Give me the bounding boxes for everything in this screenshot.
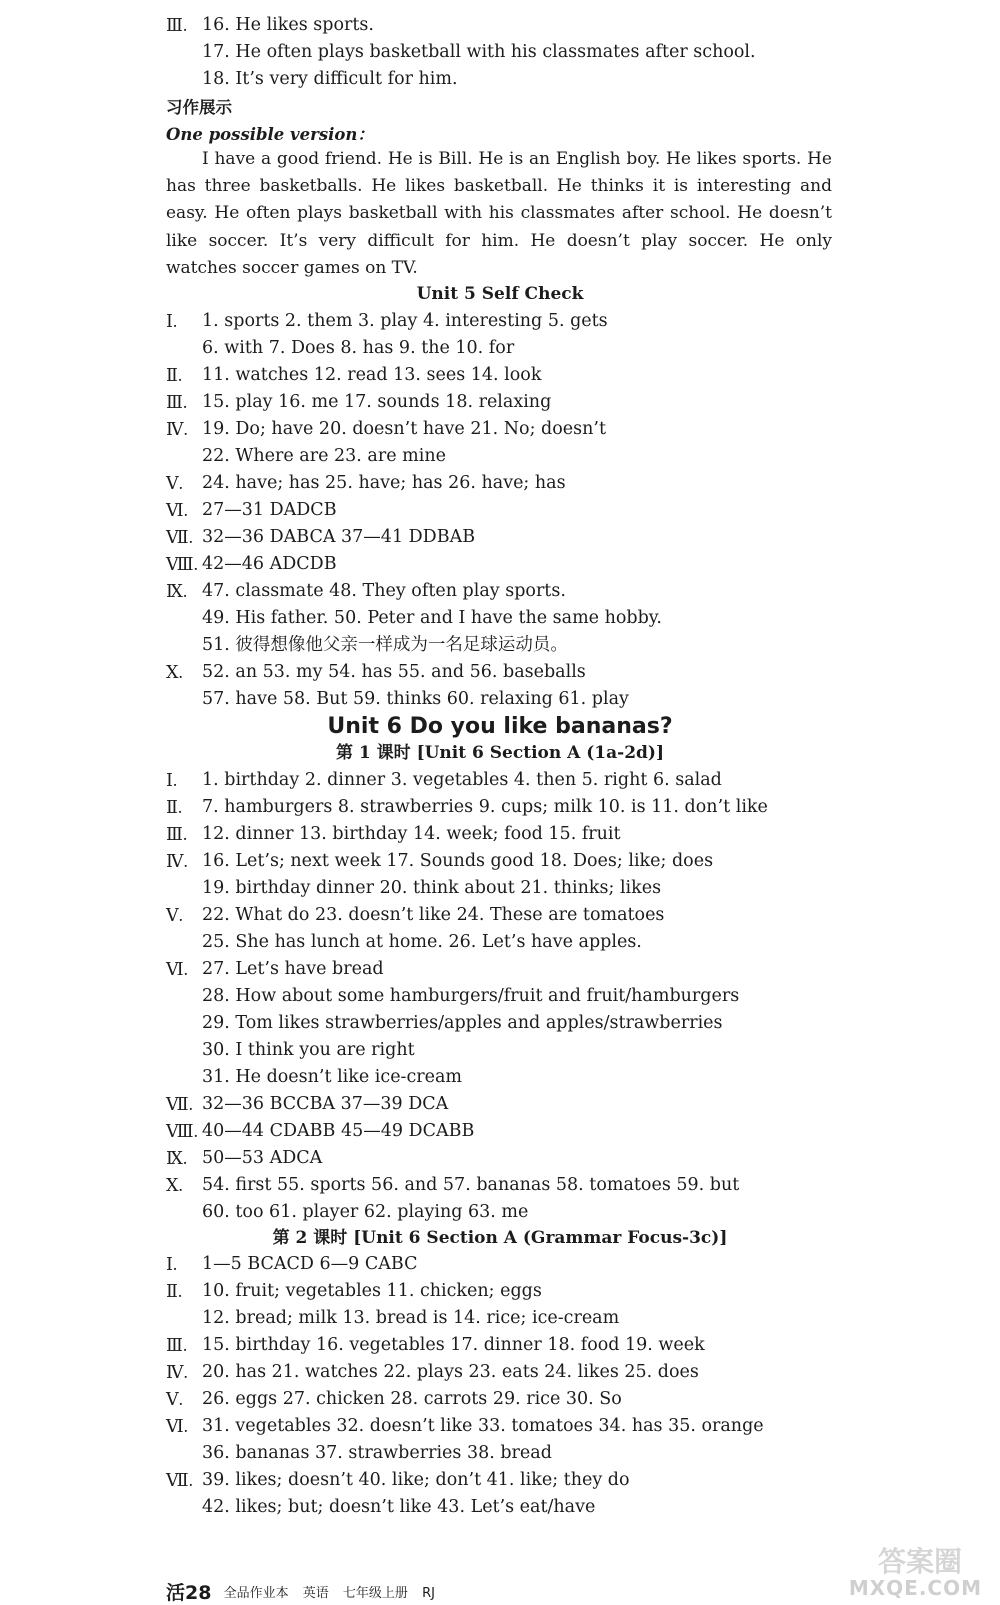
watermark-site: MXQE.COM bbox=[848, 1576, 982, 1600]
answer-line bbox=[0, 1037, 1000, 1064]
answer-line bbox=[0, 578, 1000, 605]
answer-text: 15. play 16. me 17. sounds 18. relaxing bbox=[202, 392, 552, 412]
answer-line bbox=[0, 389, 1000, 416]
answer-text: 28. How about some hamburgers/fruit and fruit/hamburgers bbox=[202, 986, 740, 1006]
answer-line bbox=[0, 1413, 1000, 1440]
answer-text: 19. birthday dinner 20. think about 21. thinks; likes bbox=[202, 878, 662, 898]
roman-numeral: Ⅵ. bbox=[166, 959, 188, 979]
answer-line bbox=[0, 1145, 1000, 1172]
self-check-title: Unit 5 Self Check bbox=[416, 284, 584, 304]
answer-line bbox=[0, 794, 1000, 821]
page-number bbox=[166, 1582, 211, 1604]
answer-text: 10. fruit; vegetables 11. chicken; eggs bbox=[202, 1281, 542, 1301]
answer-line bbox=[0, 983, 1000, 1010]
roman-numeral: Ⅸ. bbox=[166, 1148, 188, 1168]
answer-line bbox=[0, 1440, 1000, 1467]
roman-numeral: Ⅴ. bbox=[166, 473, 184, 493]
page-prefix: 活 bbox=[166, 1582, 186, 1604]
answer-text: 32—36 BCCBA 37—39 DCA bbox=[202, 1094, 449, 1114]
answer-line bbox=[0, 821, 1000, 848]
watermark-mark: 答案圈 bbox=[877, 1545, 962, 1578]
answer-text: 1. birthday 2. dinner 3. vegetables 4. then 5. right 6. salad bbox=[202, 770, 722, 790]
answer-line bbox=[0, 1091, 1000, 1118]
answer-line bbox=[0, 1199, 1000, 1226]
answer-text: 31. vegetables 32. doesn’t like 33. tomatoes 34. has 35. orange bbox=[202, 1416, 764, 1436]
answer-text: 47. classmate 48. They often play sports. bbox=[202, 581, 566, 601]
roman-numeral: Ⅸ. bbox=[166, 581, 188, 601]
answer-line bbox=[0, 1251, 1000, 1278]
answer-text: 18. It’s very difficult for him. bbox=[202, 69, 458, 89]
answer-text: 11. watches 12. read 13. sees 14. look bbox=[202, 365, 542, 385]
answer-line bbox=[0, 902, 1000, 929]
answer-line bbox=[0, 1010, 1000, 1037]
answer-text: 39. likes; doesn’t 40. like; don’t 41. like; they do bbox=[202, 1470, 630, 1490]
roman-numeral: Ⅱ. bbox=[166, 365, 183, 385]
answer-line bbox=[0, 1467, 1000, 1494]
answer-text: 15. birthday 16. vegetables 17. dinner 18. food 19. week bbox=[202, 1335, 705, 1355]
answer-text: 42. likes; but; doesn’t like 43. Let’s eat/have bbox=[202, 1497, 596, 1517]
answer-line bbox=[0, 1064, 1000, 1091]
essay-paragraph: I have a good friend. He is Bill. He is an English boy. He likes sports. He has three basketballs. He likes basketball. He thinks it is interesting and easy. He often plays basketball with his classmates after school. He doesn’t like soccer. It’s very difficult for him. He doesn’t play soccer. He only watches soccer games on TV. bbox=[166, 149, 832, 278]
answer-text: 1—5 BCACD 6—9 CABC bbox=[202, 1254, 418, 1274]
section-heading: 习作展示 bbox=[166, 98, 232, 117]
answer-line bbox=[0, 1359, 1000, 1386]
answer-text: 6. with 7. Does 8. has 9. the 10. for bbox=[202, 338, 515, 358]
answer-text: 30. I think you are right bbox=[202, 1040, 415, 1060]
answer-line bbox=[0, 1172, 1000, 1199]
answer-text: 31. He doesn’t like ice-cream bbox=[202, 1067, 463, 1087]
answer-text: 17. He often plays basketball with his classmates after school. bbox=[202, 42, 756, 62]
answer-text: 27—31 DADCB bbox=[202, 500, 337, 520]
answer-line bbox=[0, 767, 1000, 794]
answer-text: 52. an 53. my 54. has 55. and 56. baseballs bbox=[202, 662, 586, 682]
roman-numeral: Ⅲ. bbox=[166, 1335, 188, 1355]
answer-text: 49. His father. 50. Peter and I have the same hobby. bbox=[202, 608, 662, 628]
lesson-title: 第 2 课时 [Unit 6 Section A (Grammar Focus-3c)] bbox=[272, 1228, 728, 1248]
roman-numeral: Ⅵ. bbox=[166, 500, 188, 520]
roman-numeral: Ⅲ. bbox=[166, 392, 188, 412]
roman-numeral: Ⅲ. bbox=[166, 824, 188, 844]
answer-text: 57. have 58. But 59. thinks 60. relaxing 61. play bbox=[202, 689, 629, 709]
answer-line bbox=[0, 416, 1000, 443]
roman-numeral: Ⅳ. bbox=[166, 419, 188, 439]
answer-line bbox=[0, 605, 1000, 632]
edition-label: RJ bbox=[422, 1586, 435, 1601]
answer-text: 36. bananas 37. strawberries 38. bread bbox=[202, 1443, 552, 1463]
answer-line bbox=[0, 66, 1000, 93]
answer-line bbox=[0, 956, 1000, 983]
watermark-logo bbox=[832, 1540, 982, 1602]
roman-numeral: Ⅳ. bbox=[166, 1362, 188, 1382]
roman-numeral: Ⅳ. bbox=[166, 851, 188, 871]
roman-numeral: Ⅵ. bbox=[166, 1416, 188, 1436]
grade-label: 七年级上册 bbox=[342, 1586, 408, 1601]
answer-line bbox=[0, 308, 1000, 335]
answer-line bbox=[0, 1118, 1000, 1145]
roman-numeral: Ⅷ. bbox=[166, 554, 198, 574]
answer-text: 25. She has lunch at home. 26. Let’s have apples. bbox=[202, 932, 642, 952]
answer-line bbox=[0, 875, 1000, 902]
answer-line bbox=[0, 1386, 1000, 1413]
roman-numeral: Ⅴ. bbox=[166, 1389, 184, 1409]
answer-text: 7. hamburgers 8. strawberries 9. cups; milk 10. is 11. don’t like bbox=[202, 797, 768, 817]
roman-numeral: Ⅰ. bbox=[166, 1254, 178, 1274]
answer-text: 12. dinner 13. birthday 14. week; food 15. fruit bbox=[202, 824, 621, 844]
answer-line bbox=[0, 1494, 1000, 1521]
answer-line bbox=[0, 1332, 1000, 1359]
roman-numeral: Ⅷ. bbox=[166, 1121, 198, 1141]
unit-title: Unit 6 Do you like bananas? bbox=[327, 714, 673, 739]
roman-numeral: Ⅰ. bbox=[166, 311, 178, 331]
answer-text: 16. Let’s; next week 17. Sounds good 18. Does; like; does bbox=[202, 851, 714, 871]
roman-numeral: Ⅰ. bbox=[166, 770, 178, 790]
answer-line bbox=[0, 497, 1000, 524]
answer-text: 19. Do; have 20. doesn’t have 21. No; doesn’t bbox=[202, 419, 606, 439]
answer-line bbox=[0, 659, 1000, 686]
roman-numeral: Ⅶ. bbox=[166, 1470, 193, 1490]
roman-numeral: Ⅱ. bbox=[166, 797, 183, 817]
roman-numeral: Ⅶ. bbox=[166, 527, 193, 547]
lesson-title: 第 1 课时 [Unit 6 Section A (1a-2d)] bbox=[335, 743, 664, 763]
answer-line bbox=[0, 362, 1000, 389]
answer-line bbox=[0, 12, 1000, 39]
answer-text: 29. Tom likes strawberries/apples and apples/strawberries bbox=[202, 1013, 723, 1033]
answer-text: 32—36 DABCA 37—41 DDBAB bbox=[202, 527, 476, 547]
roman-numeral: Ⅴ. bbox=[166, 905, 184, 925]
page-footer bbox=[166, 1578, 445, 1602]
answer-text: 42—46 ADCDB bbox=[202, 554, 337, 574]
version-label: One possible version： bbox=[166, 125, 374, 144]
answer-text: 51. 彼得想像他父亲一样成为一名足球运动员。 bbox=[202, 635, 568, 655]
answer-line bbox=[0, 1305, 1000, 1332]
roman-numeral: Ⅹ. bbox=[166, 662, 183, 682]
answer-text: 20. has 21. watches 22. plays 23. eats 24. likes 25. does bbox=[202, 1362, 699, 1382]
answer-text: 27. Let’s have bread bbox=[202, 959, 384, 979]
roman-numeral: Ⅱ. bbox=[166, 1281, 183, 1301]
answer-text: 60. too 61. player 62. playing 63. me bbox=[202, 1202, 529, 1222]
answer-line bbox=[0, 929, 1000, 956]
answer-line bbox=[0, 524, 1000, 551]
answer-line bbox=[0, 551, 1000, 578]
roman-numeral: Ⅶ. bbox=[166, 1094, 193, 1114]
answer-text: 24. have; has 25. have; has 26. have; has bbox=[202, 473, 566, 493]
answer-line bbox=[0, 1278, 1000, 1305]
answer-text: 1. sports 2. them 3. play 4. interesting 5. gets bbox=[202, 311, 608, 331]
answer-line bbox=[0, 686, 1000, 713]
answer-line bbox=[0, 470, 1000, 497]
answer-text: 54. first 55. sports 56. and 57. bananas 58. tomatoes 59. but bbox=[202, 1175, 740, 1195]
answer-text: 40—44 CDABB 45—49 DCABB bbox=[202, 1121, 475, 1141]
roman-numeral: Ⅲ. bbox=[166, 15, 188, 35]
answer-text: 12. bread; milk 13. bread is 14. rice; ice-cream bbox=[202, 1308, 620, 1328]
answer-line bbox=[0, 443, 1000, 470]
page-number-value: 28 bbox=[185, 1582, 212, 1604]
answer-line bbox=[0, 848, 1000, 875]
book-title: 全品作业本 bbox=[223, 1586, 289, 1601]
answer-text: 16. He likes sports. bbox=[202, 15, 374, 35]
answer-line bbox=[0, 632, 1000, 659]
roman-numeral: Ⅹ. bbox=[166, 1175, 183, 1195]
answer-text: 26. eggs 27. chicken 28. carrots 29. rice 30. So bbox=[202, 1389, 622, 1409]
answer-text: 50—53 ADCA bbox=[202, 1148, 323, 1168]
answer-text: 22. What do 23. doesn’t like 24. These are tomatoes bbox=[202, 905, 665, 925]
subject-label: 英语 bbox=[302, 1586, 329, 1601]
answer-text: 22. Where are 23. are mine bbox=[202, 446, 446, 466]
answer-line bbox=[0, 39, 1000, 66]
answer-line bbox=[0, 335, 1000, 362]
